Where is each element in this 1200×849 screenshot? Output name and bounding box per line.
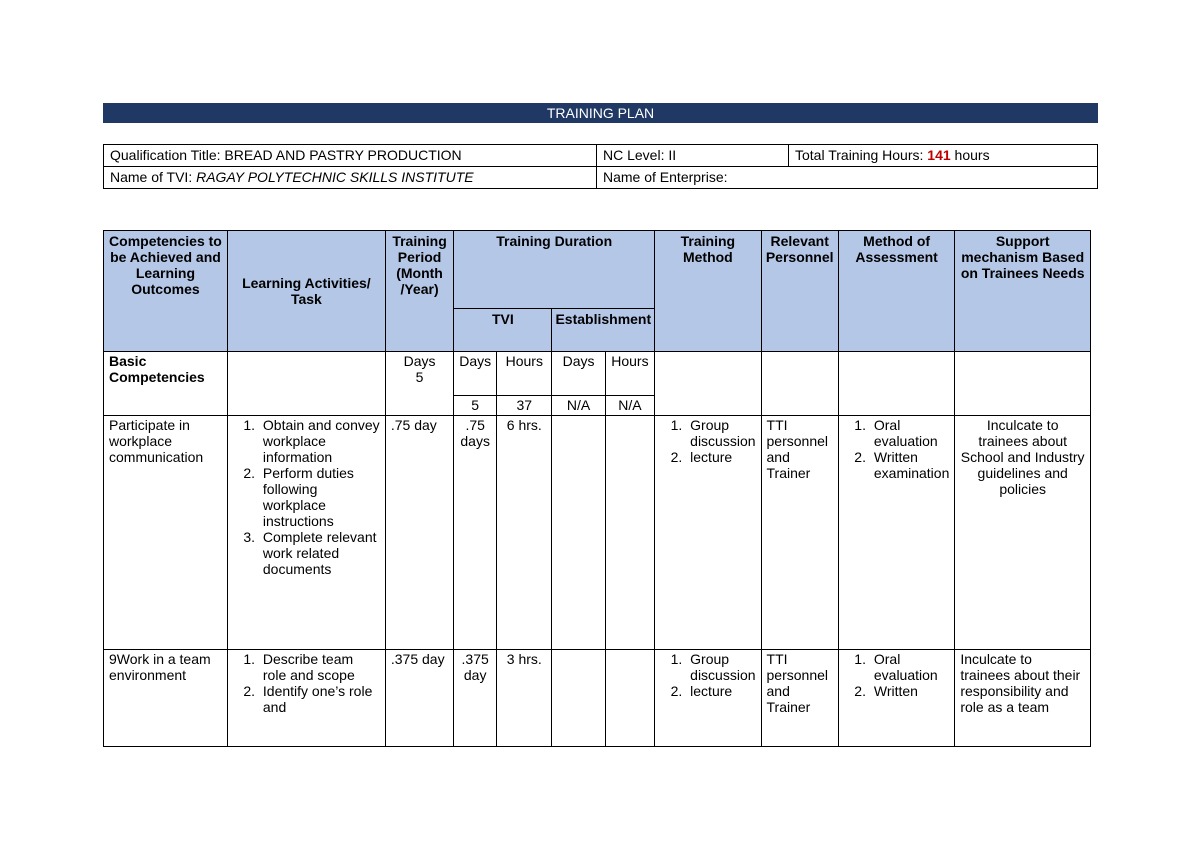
header-activities: Learning Activities/ Task xyxy=(227,231,385,352)
tvi-days-cell: .375 day xyxy=(454,650,497,747)
header-duration: Training Duration xyxy=(454,231,655,309)
est-days-cell xyxy=(552,650,605,747)
tvi-days-header: Days xyxy=(454,352,497,396)
header-establishment: Establishment xyxy=(552,309,655,352)
competency-cell: 9Work in a team environment xyxy=(104,650,228,747)
training-plan-table xyxy=(103,230,1091,747)
info-table xyxy=(103,144,1098,189)
list-item: 2. Written xyxy=(870,683,949,699)
tvi-hours-cell: 6 hrs. xyxy=(497,416,552,650)
competency-cell: Participate in workplace communication xyxy=(104,416,228,650)
tvi-days-value: 5 xyxy=(454,396,497,416)
hours-label: Total Training Hours: xyxy=(795,147,924,163)
tvi-value: RAGAY POLYTECHNIC SKILLS INSTITUTE xyxy=(196,169,474,185)
tvi-hours-value: 37 xyxy=(497,396,552,416)
header-method: Training Method xyxy=(655,231,761,352)
basic-personnel-empty xyxy=(761,352,838,416)
header-period: Training Period (Month /Year) xyxy=(385,231,453,352)
basic-support-empty xyxy=(955,352,1091,416)
list-item: 1. Group discussion xyxy=(686,417,755,449)
header-competencies: Competencies to be Achieved and Learning Outcomes xyxy=(104,231,228,352)
est-days-value: N/A xyxy=(552,396,605,416)
assessment-cell xyxy=(838,650,954,747)
hours-unit: hours xyxy=(954,147,990,163)
est-hours-value: N/A xyxy=(605,396,655,416)
assessment-cell xyxy=(838,416,954,650)
support-cell: Inculcate to trainees about their responsibility and role as a team xyxy=(955,650,1091,747)
list-item: 3. Complete relevant work related documents xyxy=(259,529,380,577)
method-cell xyxy=(655,416,761,650)
est-days-cell xyxy=(552,416,605,650)
tvi-hours-header: Hours xyxy=(497,352,552,396)
method-cell xyxy=(655,650,761,747)
personnel-cell: TTI personnel and Trainer xyxy=(761,416,838,650)
est-days-header: Days xyxy=(552,352,605,396)
header-tvi: TVI xyxy=(454,309,552,352)
activities-cell xyxy=(227,416,385,650)
period-cell: .375 day xyxy=(385,650,453,747)
period-days-value: 5 xyxy=(415,369,424,385)
list-item: 1. Group discussion xyxy=(686,651,755,683)
tvi-label: Name of TVI: xyxy=(110,169,193,185)
basic-competencies-label: Basic Competencies xyxy=(104,352,228,416)
basic-method-empty xyxy=(655,352,761,416)
hours-value: 141 xyxy=(927,147,951,163)
qualification-value: BREAD AND PASTRY PRODUCTION xyxy=(224,147,462,163)
list-item: 2. Written examination xyxy=(870,449,949,481)
header-assessment: Method of Assessment xyxy=(838,231,954,352)
list-item: 1. Oral evaluation xyxy=(870,417,949,449)
est-hours-header: Hours xyxy=(605,352,655,396)
list-item: 2. Perform duties following workplace instructions xyxy=(259,465,380,529)
est-hours-cell xyxy=(605,416,655,650)
tvi-cell xyxy=(104,167,597,189)
support-cell: Inculcate to trainees about School and Industry guidelines and policies xyxy=(955,416,1091,650)
header-support: Support mechanism Based on Trainees Needs xyxy=(955,231,1091,352)
est-hours-cell xyxy=(605,650,655,747)
page-title: TRAINING PLAN xyxy=(103,103,1098,123)
basic-period xyxy=(385,352,453,416)
table-row xyxy=(104,650,1091,747)
nc-level: NC Level: II xyxy=(597,145,789,167)
basic-assessment-empty xyxy=(838,352,954,416)
table-row xyxy=(104,416,1091,650)
period-cell: .75 day xyxy=(385,416,453,650)
list-item: 2. lecture xyxy=(686,449,755,465)
header-personnel: Relevant Personnel xyxy=(761,231,838,352)
period-days-label: Days xyxy=(403,353,436,369)
basic-empty xyxy=(227,352,385,416)
activities-cell xyxy=(227,650,385,747)
list-item: 2. lecture xyxy=(686,683,755,699)
enterprise-label: Name of Enterprise: xyxy=(597,167,1098,189)
qualification-cell xyxy=(104,145,597,167)
list-item: 1. Obtain and convey workplace information xyxy=(259,417,380,465)
qualification-label: Qualification Title: xyxy=(110,147,221,163)
list-item: 1. Describe team role and scope xyxy=(259,651,380,683)
personnel-cell: TTI personnel and Trainer xyxy=(761,650,838,747)
tvi-days-cell: .75 days xyxy=(454,416,497,650)
list-item: 1. Oral evaluation xyxy=(870,651,949,683)
hours-cell xyxy=(789,145,1098,167)
list-item: 2. Identify one’s role and xyxy=(259,683,380,715)
tvi-hours-cell: 3 hrs. xyxy=(497,650,552,747)
